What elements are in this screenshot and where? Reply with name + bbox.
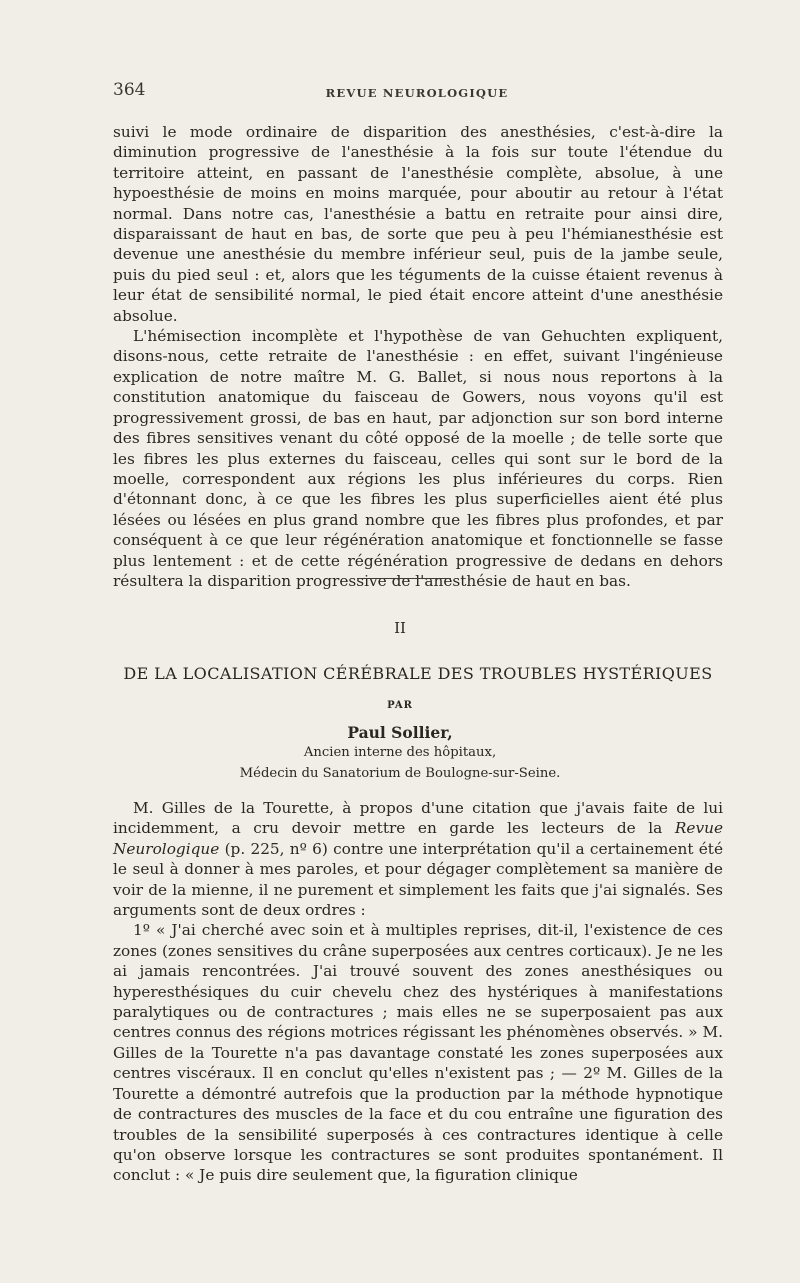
paragraph-text: M. Gilles de la Tourette, à propos d'une citation que j'avais faite de lui incidemment, a cru devoir mettre en garde les lecteurs de la [113,799,723,838]
by-label: PAR [387,700,413,711]
article-title: DE LA LOCALISATION CÉRÉBRALE DES TROUBLES HYSTÉRIQUES [123,664,713,683]
article-body [113,798,723,1186]
author-name: Paul Sollier, [347,723,453,742]
running-title: REVUE NEUROLOGIQUE [325,86,509,100]
journal-name: Revue Neurologique [113,819,723,858]
author-affiliation: Médecin du Sanatorium de Boulogne-sur-Seine. [239,766,561,781]
paragraph: L'hémisection incomplète et l'hypothèse de van Gehuchten expliquent, disons-nous, cette retraite de l'anesthésie : en effet, suivant l'ingénieuse explication de notre maître M. G. Ballet, si nous nous reportons à la constitution anatomique du faisceau de Gowers, nous voyons qu'il est progressivement grossi, de bas en haut, par adjonction sur son bord interne des fibres sensitives venant du côté opposé de la moelle ; de telle sorte que les fibres les plus externes du faisceau, celles qui sont sur le bord de la moelle, correspondent aux régions les plus inférieures du corps. Rien d'étonnant donc, à ce que les fibres les plus superficielles aient été plus lésées ou lésées en plus grand nombre que les fibres plus profondes, et par conséquent à ce que leur régénération anatomique et fonctionnelle se fasse plus lentement : et de cette régénération progressive de dedans en dehors résultera la disparition progressive de l'anesthésie de haut en bas. [113,327,723,590]
paragraph: suivi le mode ordinaire de disparition des anesthésies, c'est-à-dire la diminution progressive de l'anesthésie à la fois sur toute l'étendue du territoire atteint, en passant de l'anesthésie complète, absolue, à une hypoesthésie de moins en moins marquée, pour aboutir au retour à l'état normal. Dans notre cas, l'anesthésie a battu en retraite pour ainsi dire, disparaissant de haut en bas, de sorte que peu à peu l'hémianesthésie est devenue une anesthésie du membre inférieur seul, puis de la jambe seule, puis du pied seul : et, alors que les téguments de la cuisse étaient revenus à leur état de sensibilité normal, le pied était encore atteint d'une anesthésie absolue. [113,123,723,325]
paragraph-text: (p. 225, nº 6) contre une interprétation qu'il a certainement été le seul à donner à mes paroles, et pour dégager complètement sa manière de voir de la mienne, il ne purement et simplement les faits que j'ai signalés. Ses arguments sont de deux ordres : [113,839,723,920]
page-header [113,80,721,104]
paragraph: 1º « J'ai cherché avec soin et à multiples reprises, dit-il, l'existence de ces zones (zones sensitives du crâne superposées aux centres corticaux). Je ne les ai jamais rencontrées. J'ai trouvé souvent des zones anesthésiques ou hyperesthésiques du cuir chevelu chez des hystériques à manifestations paralytiques ou de contractures ; mais elles ne se superposaient pas aux centres connus des régions motrices régissant les phénomènes observés. » M. Gilles de la Tourette n'a pas davantage constaté les zones superposées aux centres viscéraux. Il en conclut qu'elles n'existent pas ; — 2º M. Gilles de la Tourette a démontré autrefois que la production par la méthode hypnotique de contractures des muscles de la face et du cou entraîne une figuration des troubles de la sensibilité superposés à ces contractures identique à celle qu'on observe lorsque les contractures se sont produites spontanément. Il conclut : « Je puis dire seulement que, la figuration clinique [113,921,723,1185]
section-divider [357,578,451,579]
author-affiliation: Ancien interne des hôpitaux, [303,745,497,760]
paragraph [113,798,723,920]
previous-article-conclusion [113,122,723,591]
page-number: 364 [113,80,146,100]
section-number: II [394,619,406,637]
